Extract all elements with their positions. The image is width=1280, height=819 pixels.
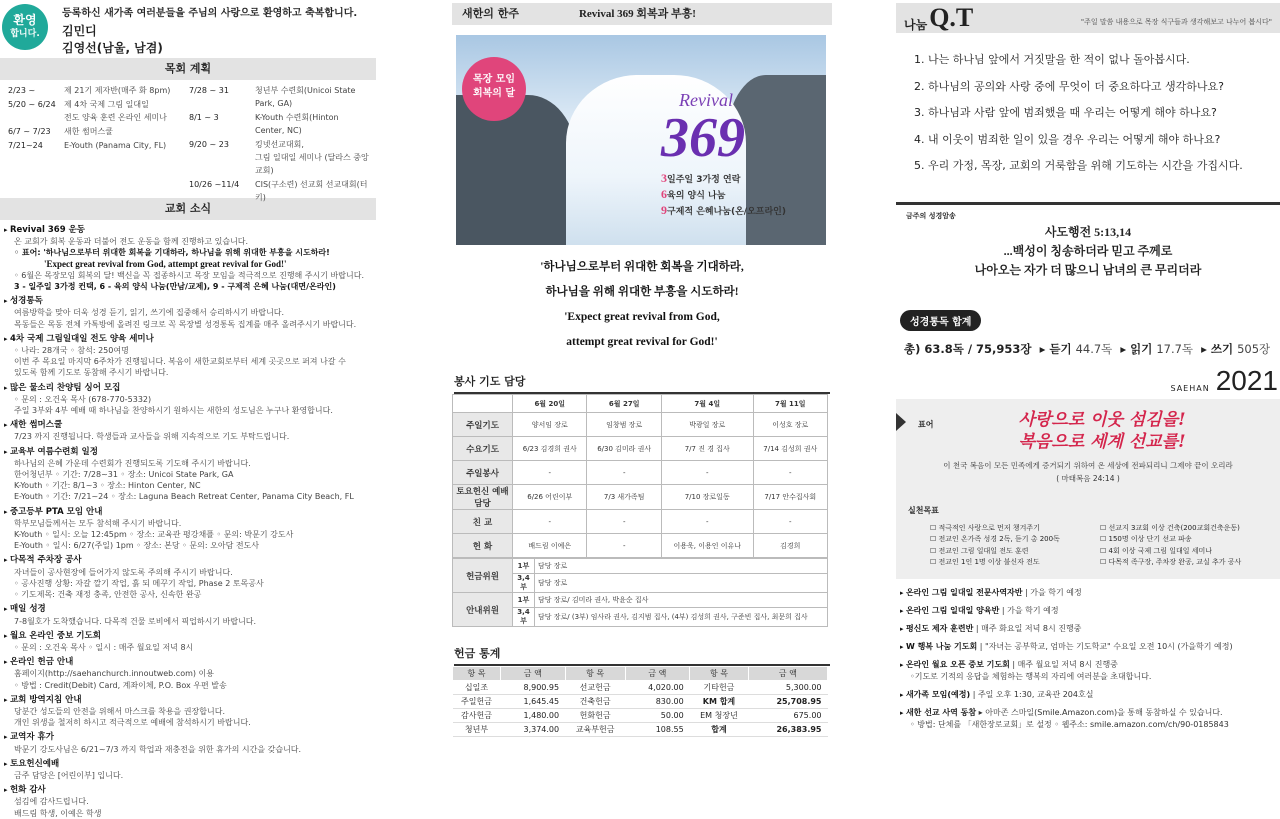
bible-reading-tag: 성경통독 합계 — [900, 310, 981, 331]
quote-line: 'Expect great revival from God, — [564, 311, 720, 323]
offering-cell: 교육부헌금 — [565, 723, 625, 737]
news-item-line: 온 교회가 회복 운동과 더불어 전도 운동을 함께 진행하고 있습니다. — [14, 237, 249, 247]
week-title: Revival 369 회복과 부흥! — [578, 8, 696, 20]
motto-line: 사랑으로 이웃 섬김을! — [1018, 409, 1186, 430]
plan-text: 새한 썸머스쿨 — [64, 127, 113, 136]
offering-row — [453, 709, 828, 723]
bible-read: 17.7독 — [1156, 341, 1194, 356]
plan-text: E-Youth (Panama City, FL) — [64, 141, 167, 150]
staff-part: 3,4부 — [513, 574, 535, 593]
motto-verse-text: 이 천국 복음이 모든 민족에게 증거되기 위하여 온 세상에 전파되리니 그제야 끝이 오리라 — [943, 460, 1233, 470]
poster-badge — [462, 57, 526, 121]
memory-line: 나아오는 자가 더 많으니 남녀의 큰 무리더라 — [974, 262, 1202, 277]
offering-column-header: 항 목 — [453, 667, 501, 681]
news-item-line: 하나님의 은혜 가운데 수련회가 진행되도록 기도해 주시기 바랍니다. — [14, 458, 251, 468]
qt-question: 5. 우리 가정, 목장, 교회의 거룩함을 위해 기도하는 시간을 가집시다. — [914, 159, 1243, 172]
plans-list — [0, 80, 376, 202]
offering-header-row — [453, 667, 828, 681]
prayer-cell: - — [513, 510, 587, 534]
news-item-line: 한어청년부 ◦ 기간: 7/28~31 ◦ 장소: Unicoi State Park, GA — [14, 470, 234, 480]
prayer-header-row — [453, 395, 828, 413]
plan-row — [8, 125, 189, 138]
staff-text: 담당 장로/ 김미라 권사, 박윤순 집사 — [535, 593, 828, 608]
practice-goal: ☐ 적극적인 사랑으로 먼저 챙겨주기 — [930, 523, 1100, 535]
news-item-line: ◦ 방법 : Credit(Debit) Card, 계좌이체, P.O. Box 우편 발송 — [14, 680, 227, 690]
offering-cell: 헌화헌금 — [565, 709, 625, 723]
offering-column-header: 항 목 — [565, 667, 625, 681]
offering-column-header: 항 목 — [690, 667, 749, 681]
offering-cell: 1,645.45 — [501, 695, 566, 709]
practice-label: 실천목표 — [908, 505, 939, 515]
prayer-cell: - — [587, 534, 661, 558]
prayer-row-label: 토요헌신 예배담당 — [453, 485, 513, 510]
middle-column — [452, 0, 832, 813]
year-banner — [896, 365, 1280, 397]
program-item — [900, 659, 1280, 683]
plan-row — [189, 138, 370, 177]
news-item — [4, 554, 372, 600]
prayer-row — [453, 510, 828, 534]
news-item-line: 자녀들이 공사현장에 들어가지 않도록 주의해 주시기 바랍니다. — [14, 567, 233, 577]
prayer-row — [453, 437, 828, 461]
plan-date: 8/1 ~ 3 — [189, 113, 219, 122]
news-item-title: ▸ 월요 온라인 중보 기도회 — [4, 631, 101, 641]
poster-line-text: 일주일 3가정 연락 — [667, 175, 741, 185]
offering-cell: 25,708.95 — [748, 695, 827, 709]
news-item-line: ◦ 나라: 28개국 ◦ 참석: 250여명 — [14, 346, 129, 356]
news-item-line: ◦ 6월은 목장모임 회복의 달! 백신을 꼭 접종하시고 목장 모임을 적극적으로 진행해 주시기 바랍니다. — [14, 270, 365, 280]
offering-row — [453, 695, 828, 709]
week-label: 새한의 한주 — [462, 7, 519, 20]
news-item-line: 주일 3부와 4부 예배 때 하나님을 찬양하시기 원하시는 새한의 성도님은 누구나 환영합니다. — [14, 406, 333, 416]
prayer-row — [453, 534, 828, 558]
staff-row — [453, 593, 828, 608]
news-item-title: ▸ 중고등부 PTA 모임 안내 — [4, 507, 102, 517]
prayer-row-label: 수요기도 — [453, 437, 513, 461]
revival-poster — [456, 35, 826, 245]
prayer-cell: 7/10 장로일동 — [661, 485, 753, 510]
plan-date: 6/7 ~ 7/23 — [8, 127, 51, 136]
offering-cell: KM 합계 — [690, 695, 749, 709]
prayer-cell: 7/17 안수집사회 — [753, 485, 827, 510]
poster-title — [661, 90, 745, 169]
staff-table — [452, 558, 828, 627]
practice-goal: ☐ 다목적 족구장, 주차장 완공, 교실 추가 공사 — [1100, 557, 1270, 569]
prayer-cell: 임창범 장로 — [587, 413, 661, 437]
welcome-badge — [2, 4, 48, 50]
news-item-title: ▸ 다목적 주차장 공사 — [4, 555, 82, 565]
news-item — [4, 731, 372, 754]
prayer-row-label: 주일기도 — [453, 413, 513, 437]
news-item-line: K-Youth ◦ 기간: 8/1~3 ◦ 장소: Hinton Center, NC — [14, 481, 201, 491]
prayer-cell: - — [661, 461, 753, 485]
news-item-line: E-Youth ◦ 기간: 7/21~24 ◦ 장소: Laguna Beach Retreat Center, Panama City Beach, FL — [14, 492, 354, 502]
news-item-line: 'Expect great revival from God, attempt great revival for God!' — [44, 258, 287, 269]
news-item — [4, 382, 372, 417]
staff-text: 담당 장로 — [535, 574, 828, 593]
program-list — [896, 579, 1280, 731]
poster-badge-top: 목장 모임 — [472, 74, 516, 85]
motto-verse-ref: ( 마태복음 24:14 ) — [1056, 473, 1120, 483]
plan-text: CIS(구소련) 선교회 선교대회(터키) — [255, 180, 368, 202]
news-item-line: K-Youth ◦ 일시: 오늘 12:45pm ◦ 장소: 교육관 평강채플 ◦ 문의: 박문기 강도사 — [14, 530, 294, 540]
news-item — [4, 333, 372, 379]
news-item-line: ◦ 공사진행 상황: 자갈 깔기 작업, 흙 되 메꾸기 작업, Phase 2 토목공사 — [14, 578, 264, 588]
motto-verse — [896, 459, 1280, 485]
news-item — [4, 784, 372, 819]
staff-part: 3,4부 — [513, 608, 535, 627]
program-text: | "자녀는 공부학교, 엄마는 기도학교" 수요일 오전 10시 (가을학기 예정) — [977, 641, 1233, 651]
news-item-line: 3 - 일주일 3가정 컨택, 6 - 육의 양식 나눔(만남/교제), 9 - 구제적 은혜 나눔(대면/온라인) — [14, 282, 336, 292]
bible-read-label: ▸ 읽기 — [1120, 341, 1153, 356]
program-item — [900, 641, 1280, 653]
plans-heading: 목회 계획 — [0, 58, 376, 80]
news-item-title: ▸ 매일 성경 — [4, 604, 46, 614]
program-title: ▸ 새한 선교 사역 동참 — [900, 708, 976, 717]
prayer-cell: - — [513, 461, 587, 485]
plan-date: 7/21~24 — [8, 141, 43, 150]
prayer-cell: 6/23 김경희 권사 — [513, 437, 587, 461]
program-text: | 매주 월요일 저녁 8시 진행중 — [1009, 659, 1118, 669]
news-item — [4, 419, 372, 442]
news-item — [4, 224, 372, 292]
plan-row — [189, 111, 370, 137]
practice-goal: ☐ 4회 이상 국제 그림 일대일 세미나 — [1100, 546, 1270, 558]
plan-text: 제 4차 국제 그림 일대일 전도 양육 훈련 온라인 세미나 — [64, 100, 167, 122]
offering-row — [453, 723, 828, 737]
news-item-line: ◦ 기도제목: 건축 재정 충족, 안전한 공사, 신속한 완공 — [14, 590, 202, 600]
bible-listen: 44.7독 — [1075, 341, 1113, 356]
offering-table — [452, 666, 828, 737]
plan-date: 5/20 ~ 6/24 — [8, 100, 56, 109]
offering-cell: EM 청장년 — [690, 709, 749, 723]
welcome-badge-bottom: 합니다. — [10, 29, 40, 39]
offering-cell: 선교헌금 — [565, 681, 625, 695]
plan-text: 제 21기 제자반(매주 화 8pm) — [64, 86, 171, 95]
news-item-title: ▸ 교역자 휴가 — [4, 732, 54, 742]
qt-heading — [896, 3, 1280, 33]
prayer-cell: 양서임 장로 — [513, 413, 587, 437]
news-item — [4, 656, 372, 691]
prayer-column-header: 7월 11일 — [753, 395, 827, 413]
poster-line-text: 구제적 은혜나눔(온/오프라인) — [667, 207, 786, 217]
prayer-cell: 6/26 어린이부 — [513, 485, 587, 510]
prayer-cell: 배드림 이예은 — [513, 534, 587, 558]
news-item-line: E-Youth ◦ 일시: 6/27(주일) 1pm ◦ 장소: 본당 ◦ 문의: 오아담 전도사 — [14, 541, 260, 551]
prayer-row — [453, 461, 828, 485]
news-item-line: 여름방학을 맞아 더욱 성경 듣기, 읽기, 쓰기에 집중해서 승리하시기 바랍니다. — [14, 308, 285, 318]
prayer-cell: 김경희 — [753, 534, 827, 558]
prayer-cell: 이성호 장로 — [753, 413, 827, 437]
practice-goal: ☐ 전교인 1인 1명 이상 불신자 전도 — [930, 557, 1100, 569]
poster-line-number: 6 — [661, 187, 667, 201]
program-item — [900, 605, 1280, 617]
program-title: ▸ 온라인 그림 일대일 양육반 — [900, 606, 999, 615]
offering-heading: 헌금 통계 — [454, 645, 830, 666]
vision-box — [896, 399, 1280, 579]
triangle-marker-icon — [896, 413, 906, 431]
offering-column-header: 금 액 — [625, 667, 690, 681]
poster-badge-bottom: 회복의 달 — [472, 88, 516, 99]
practice-goal: ☐ 150명 이상 단기 선교 파송 — [1100, 534, 1270, 546]
program-text: | 가을 학기 예정 — [1022, 587, 1082, 597]
plan-date: 2/23 ~ — [8, 86, 36, 95]
news-item-line: 7-8월호가 도착했습니다. 다목적 건물 로비에서 픽업하시기 바랍니다. — [14, 616, 257, 626]
poster-line-number: 9 — [661, 203, 667, 217]
program-title: ▸ 온라인 월요 오픈 중보 기도회 — [900, 660, 1010, 669]
qt-label: 나눔 — [904, 18, 928, 32]
prayer-table — [452, 394, 828, 558]
left-column — [0, 0, 376, 818]
plan-date: 9/20 ~ 23 — [189, 140, 229, 149]
prayer-cell: 7/14 김성희 권사 — [753, 437, 827, 461]
news-item-title: ▸ 교육부 여름수련회 일정 — [4, 447, 98, 457]
poster-line — [661, 187, 786, 203]
week-heading — [452, 3, 832, 25]
poster-line — [661, 171, 786, 187]
plan-text: K-Youth 수련회(Hinton Center, NC) — [255, 113, 339, 135]
news-list — [0, 220, 376, 819]
bible-reading-stats — [904, 341, 1280, 357]
offering-cell: 감사헌금 — [453, 709, 501, 723]
plan-date: 7/28 ~ 31 — [189, 86, 229, 95]
qt-questions — [896, 33, 1280, 180]
poster-title-369: 369 — [661, 107, 745, 169]
qt-question: 3. 하나님과 사람 앞에 범죄했을 때 우리는 어떻게 해야 하나요? — [914, 106, 1217, 119]
new-member-name: 김민디 — [62, 24, 97, 38]
prayer-cell: - — [587, 510, 661, 534]
program-detail: ◦기도로 기적의 응답을 체험하는 행복의 자리에 여러분을 초대합니다. — [910, 671, 1152, 681]
qt-note: "주일 말씀 내용으로 목장 식구들과 생각해보고 나누어 봅시다" — [1080, 18, 1272, 26]
news-item-line: 있도록 함께 기도로 동참해 주시기 바랍니다. — [14, 368, 169, 378]
offering-column-header: 금 액 — [501, 667, 566, 681]
staff-label: 헌금위원 — [453, 559, 513, 593]
news-item — [4, 758, 372, 781]
offering-cell: 830.00 — [625, 695, 690, 709]
plan-text: 킹넷선교대회, 그림 일대일 세미나 (달라스 중앙교회) — [255, 140, 369, 175]
prayer-row — [453, 485, 828, 510]
bible-total: 총) 63.8독 / 75,953장 — [904, 341, 1032, 356]
qt-question: 4. 내 이웃이 범죄한 일이 있을 경우 우리는 어떻게 해야 하나요? — [914, 132, 1221, 146]
quote-line: '하나님으로부터 위대한 회복을 기대하라, — [540, 261, 744, 273]
staff-text: 담당 장로 — [535, 559, 828, 574]
plan-date: 10/26 ~11/4 — [189, 180, 240, 189]
news-item-line: 개인 위생을 철저히 하시고 적극적으로 예배에 참석하시기 바랍니다. — [14, 718, 251, 728]
program-text: | 가을 학기 예정 — [999, 605, 1059, 615]
program-title: ▸ W 행복 나눔 기도회 — [900, 642, 977, 651]
offering-cell: 3,374.00 — [501, 723, 566, 737]
news-item-title: ▸ Revival 369 운동 — [4, 225, 85, 235]
motto-line: 복음으로 세계 선교를! — [1018, 431, 1186, 452]
program-title: ▸ 온라인 그림 일대일 전문사역자반 — [900, 588, 1023, 597]
news-item-line: 섬김에 감사드립니다. — [14, 797, 89, 807]
offering-cell: 합계 — [690, 723, 749, 737]
prayer-row — [453, 413, 828, 437]
offering-row — [453, 681, 828, 695]
poster-line-text: 육의 양식 나눔 — [667, 191, 726, 201]
prayer-cell: 6/30 김미라 권사 — [587, 437, 661, 461]
news-item-line: 당분간 성도들의 안전을 위해서 마스크를 착용을 권장합니다. — [14, 706, 225, 716]
offering-cell: 108.55 — [625, 723, 690, 737]
plan-row — [189, 84, 370, 110]
poster-line-number: 3 — [661, 171, 667, 185]
memory-reference: 사도행전 5:13,14 — [1044, 224, 1132, 239]
bible-write: 505장 — [1237, 341, 1271, 356]
prayer-column-header — [453, 395, 513, 413]
plan-text: 청년부 수련회(Unicoi State Park, GA) — [255, 86, 356, 108]
staff-part: 1부 — [513, 559, 535, 574]
prayer-cell: - — [661, 510, 753, 534]
program-item — [900, 689, 1280, 701]
motto-label: 표어 — [918, 419, 934, 429]
memory-label: 금주의 성경암송 — [906, 211, 956, 220]
offering-cell: 건축헌금 — [565, 695, 625, 709]
news-heading: 교회 소식 — [0, 198, 376, 220]
offering-cell: 675.00 — [748, 709, 827, 723]
staff-text: 담당 장로/ (3부) 임사라 권사, 김지범 집사, (4부) 김성희 권사, 구준빈 집사, 최문희 집사 — [535, 608, 828, 627]
prayer-row-label: 주일봉사 — [453, 461, 513, 485]
program-title: ▸ 평신도 제자 훈련반 — [900, 624, 973, 633]
news-item-line: 학부모님들께서는 모두 참석해 주시기 바랍니다. — [14, 518, 182, 528]
staff-label: 안내위원 — [453, 593, 513, 627]
prayer-heading: 봉사 기도 담당 — [454, 373, 830, 394]
prayer-row-label: 헌 화 — [453, 534, 513, 558]
news-item-title: ▸ 4차 국제 그림일대일 전도 양육 세미나 — [4, 334, 154, 344]
offering-cell: 기타헌금 — [690, 681, 749, 695]
offering-cell: 50.00 — [625, 709, 690, 723]
motto — [992, 409, 1212, 453]
prayer-column-header: 7월 4일 — [661, 395, 753, 413]
news-item — [4, 295, 372, 330]
news-item-line: 목동들은 목동 전체 카톡방에 올려진 링크로 꼭 목장별 성경통독 집계를 매주 올려주시기 바랍니다. — [14, 319, 357, 329]
news-item — [4, 630, 372, 653]
news-item — [4, 506, 372, 552]
news-item-line: 홈페이지(http://saehanchurch.innoutweb.com) 이용 — [14, 669, 214, 679]
news-item — [4, 603, 372, 626]
news-item-title: ▸ 헌화 감사 — [4, 785, 46, 795]
prayer-column-header: 6월 20일 — [513, 395, 587, 413]
news-item-title: ▸ 성경통독 — [4, 296, 43, 306]
news-item-line: 박문기 강도사님은 6/21~7/3 까지 학업과 재충전을 위한 휴가의 시간을 갖습니다. — [14, 744, 302, 754]
bible-listen-label: ▸ 듣기 — [1039, 341, 1072, 356]
practice-goal: ☐ 전교인 온가족 성경 2독, 듣기 총 200독 — [930, 534, 1100, 546]
program-text: ▸ 아마존 스마일(Smile.Amazon.com)을 통해 동참하실 수 있습니다. — [976, 707, 1223, 717]
welcome-section — [0, 0, 376, 58]
program-item — [900, 707, 1280, 731]
prayer-column-header: 6월 27일 — [587, 395, 661, 413]
theme-quote — [452, 255, 832, 355]
news-item-line: 배드림 학생, 이예은 학생 — [14, 808, 102, 818]
practice-goal: ☐ 전교인 그림 일대일 전도 훈련 — [930, 546, 1100, 558]
prayer-cell: 이용욱, 이용인 이유나 — [661, 534, 753, 558]
practice-goals — [930, 523, 1270, 569]
poster-title-revival: Revival — [679, 90, 733, 110]
plan-row — [8, 84, 189, 97]
news-item-title: ▸ 교회 방역지침 안내 — [4, 695, 82, 705]
news-item-line: 이번 주 목요일 마지막 6주차가 진행됩니다. 복음이 새한교회로부터 세계 곳곳으로 퍼져 나갈 수 — [14, 357, 346, 367]
plan-row — [189, 178, 370, 204]
qt-question: 1. 나는 하나님 앞에서 거짓말을 한 적이 없나 돌아봅시다. — [914, 53, 1190, 66]
news-item-title: ▸ 온라인 헌금 안내 — [4, 657, 73, 667]
offering-cell: 5,300.00 — [748, 681, 827, 695]
program-text: | 매주 화요일 저녁 8시 진행중 — [973, 623, 1082, 633]
quote-line: 하나님을 위해 위대한 부흥을 시도하라! — [545, 286, 739, 298]
prayer-cell: - — [753, 461, 827, 485]
memory-line: ...백성이 칭송하더라 믿고 주께로 — [1003, 243, 1173, 258]
plan-row — [8, 98, 189, 124]
offering-cell: 4,020.00 — [625, 681, 690, 695]
qt-question: 2. 하나님의 공의와 사랑 중에 무엇이 더 중요하다고 생각하나요? — [914, 79, 1224, 93]
staff-part: 1부 — [513, 593, 535, 608]
new-member-name: 김영선(남울, 남겸) — [62, 41, 163, 55]
practice-goal: ☐ 선교지 3교회 이상 건축(200교회건축운동) — [1100, 523, 1270, 535]
program-item — [900, 623, 1280, 635]
program-detail: ◦ 방법: 단체를 「새한장로교회」로 설정 ◦ 웹주소: smile.amazon.com/ch/90-0185843 — [910, 719, 1229, 729]
right-column — [896, 0, 1280, 813]
welcome-text: 등록하신 새가족 여러분들을 주님의 사랑으로 환영하고 축복합니다. — [62, 8, 358, 19]
offering-cell: 십일조 — [453, 681, 501, 695]
memory-verse — [896, 202, 1280, 280]
news-item-line: ◦ 문의 : 오건욱 목사 ◦ 일시 : 매주 월요일 저녁 8시 — [14, 642, 194, 652]
offering-column-header: 금 액 — [748, 667, 827, 681]
news-item — [4, 694, 372, 729]
news-item — [4, 446, 372, 503]
prayer-cell: - — [753, 510, 827, 534]
prayer-cell: - — [587, 461, 661, 485]
news-item-title: ▸ 많은 물소리 찬양팀 싱어 모집 — [4, 383, 120, 393]
offering-cell: 주일헌금 — [453, 695, 501, 709]
news-item-title: ▸ 토요헌신예배 — [4, 759, 59, 769]
program-title: ▸ 새가족 모임(예정) — [900, 690, 970, 699]
offering-cell: 26,383.95 — [748, 723, 827, 737]
poster-lines — [661, 171, 786, 219]
news-item-line: ◦ 문의 : 오건욱 목사 (678-770-5332) — [14, 394, 152, 404]
welcome-badge-top: 환영 — [13, 13, 37, 27]
prayer-row-label: 친 교 — [453, 510, 513, 534]
bible-write-label: ▸ 쓰기 — [1201, 341, 1234, 356]
news-item-line: ◦ 표어: '하나님으로부터 위대한 회복을 기대하라, 하나님을 위해 위대한 부흥을 시도하라! — [14, 248, 330, 258]
prayer-cell: 박광일 장로 — [661, 413, 753, 437]
church-name: SAEHAN — [1170, 383, 1210, 393]
news-item-title: ▸ 새한 썸머스쿨 — [4, 420, 62, 430]
offering-cell: 청년부 — [453, 723, 501, 737]
plan-row — [8, 139, 189, 152]
news-item-line: 7/23 까지 진행됩니다. 학생들과 교사들을 위해 지속적으로 기도 부탁드립니다. — [14, 432, 290, 442]
year: 2021 — [1215, 364, 1278, 396]
offering-cell: 1,480.00 — [501, 709, 566, 723]
offering-cell: 8,900.95 — [501, 681, 566, 695]
quote-line: attempt great revival for God!' — [566, 336, 718, 348]
staff-row — [453, 559, 828, 574]
qt-title: Q.T — [929, 3, 974, 32]
prayer-cell: 7/3 새가족팀 — [587, 485, 661, 510]
program-item — [900, 587, 1280, 599]
program-text: | 주일 오후 1:30, 교육관 204호실 — [970, 689, 1094, 699]
poster-line — [661, 203, 786, 219]
news-item-line: 금주 담당은 [어린이부] 입니다. — [14, 770, 124, 780]
prayer-cell: 7/7 진 경 집사 — [661, 437, 753, 461]
